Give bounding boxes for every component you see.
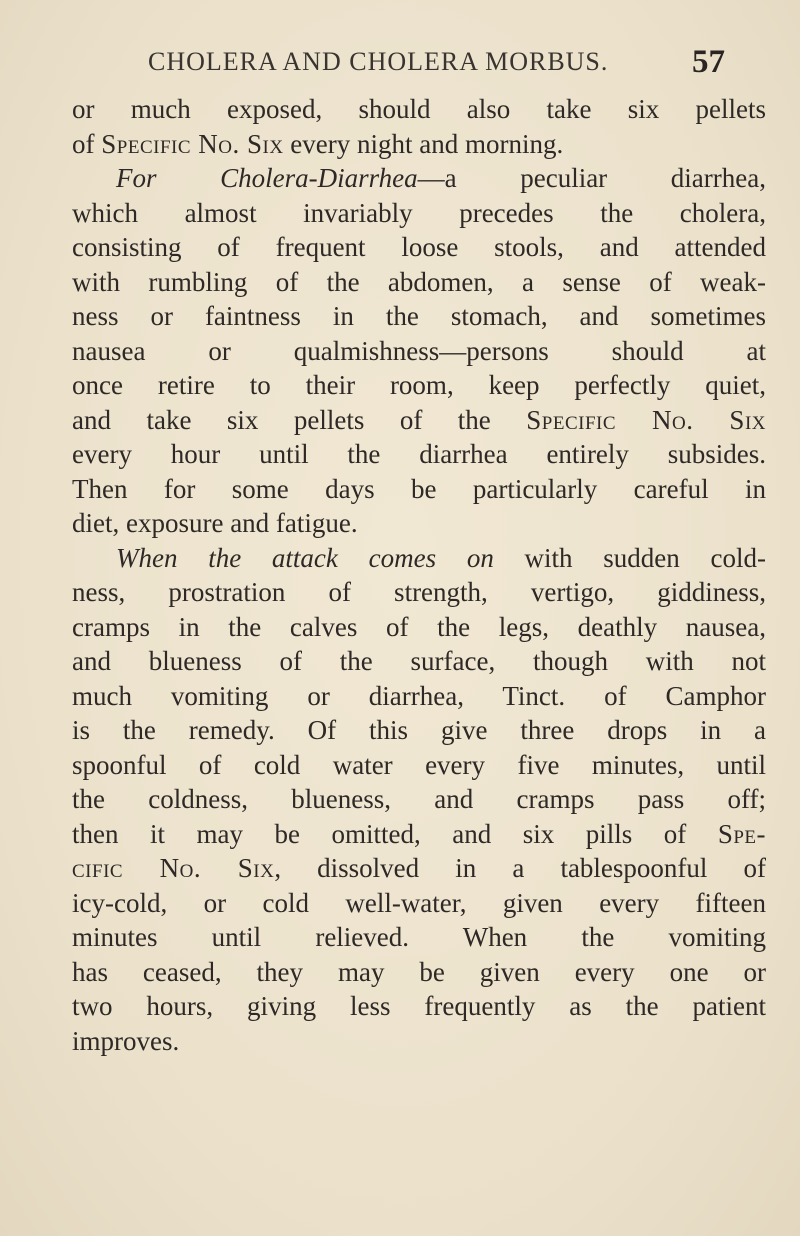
text-line: [72, 851, 766, 886]
text-line: once retire to their room, keep perfectly quiet,: [72, 370, 766, 400]
text-line: ness or faintness in the stomach, and sometimes: [72, 301, 766, 331]
text-line: or much exposed, should also take six pellets: [72, 94, 766, 124]
paragraph-attack: [72, 541, 766, 1059]
text-line: nausea or qualmishness—persons should at: [72, 335, 766, 366]
section-lead: When the attack comes on: [116, 542, 494, 573]
page-number: 57: [692, 44, 725, 80]
text-run: and take six pellets of the: [72, 404, 527, 435]
text-run: every night and morning.: [283, 128, 564, 159]
text-line: with rumbling of the abdomen, a sense of weak-: [72, 266, 766, 297]
running-head: CHOLERA AND CHOLERA MORBUS.: [148, 47, 609, 76]
section-lead: For Cholera-Diarrhea: [116, 163, 418, 193]
text-line: consisting of frequent loose stools, and attended: [72, 232, 766, 262]
text-run: then it may be omitted, and six pills of: [72, 818, 718, 849]
text-line: cramps in the calves of the legs, deathly nausea,: [72, 611, 766, 642]
remedy-name: Specific No. Six: [526, 404, 767, 435]
text-line: two hours, giving less frequently as the patient: [72, 991, 766, 1021]
paragraph-continuation: [72, 92, 766, 161]
text-line: [72, 127, 766, 162]
text-line: the coldness, blueness, and cramps pass off;: [72, 784, 766, 814]
text-run: with sudden cold-: [493, 542, 766, 573]
text-line: which almost invariably precedes the cholera,: [72, 197, 766, 228]
remedy-name: cific No. Six: [72, 853, 275, 883]
remedy-name: Spe-: [717, 818, 766, 849]
text-line: is the remedy. Of this give three drops in a: [72, 715, 766, 745]
text-line: [72, 817, 766, 852]
text-line: Then for some days be particularly careful in: [72, 473, 766, 504]
text-line: spoonful of cold water every five minutes, until: [72, 749, 766, 780]
page-header: [0, 38, 800, 86]
text-line: [72, 161, 766, 196]
text-line: minutes until relieved. When the vomiting: [72, 922, 766, 952]
text-run: , dissolved in a tablespoonful of: [274, 853, 767, 883]
paragraph-cholera-diarrhea: [72, 161, 766, 541]
text-line: has ceased, they may be given every one or: [72, 956, 766, 987]
text-line: much vomiting or diarrhea, Tinct. of Camphor: [72, 680, 766, 711]
text-line: every hour until the diarrhea entirely subsides.: [72, 439, 766, 469]
text-line: improves.: [72, 1025, 180, 1056]
text-line: and blueness of the surface, though with not: [72, 646, 766, 676]
text-run: —a peculiar diarrhea,: [417, 163, 766, 193]
body-text: [72, 92, 766, 1058]
text-line: icy-cold, or cold well-water, given every fifteen: [72, 887, 766, 918]
remedy-name: Specific No. Six: [101, 128, 284, 159]
text-line: diet, exposure and fatigue.: [72, 508, 358, 538]
text-line: ness, prostration of strength, vertigo, giddiness,: [72, 577, 766, 607]
text-run: of: [72, 128, 102, 159]
text-line: [72, 541, 766, 576]
text-line: [72, 403, 766, 438]
